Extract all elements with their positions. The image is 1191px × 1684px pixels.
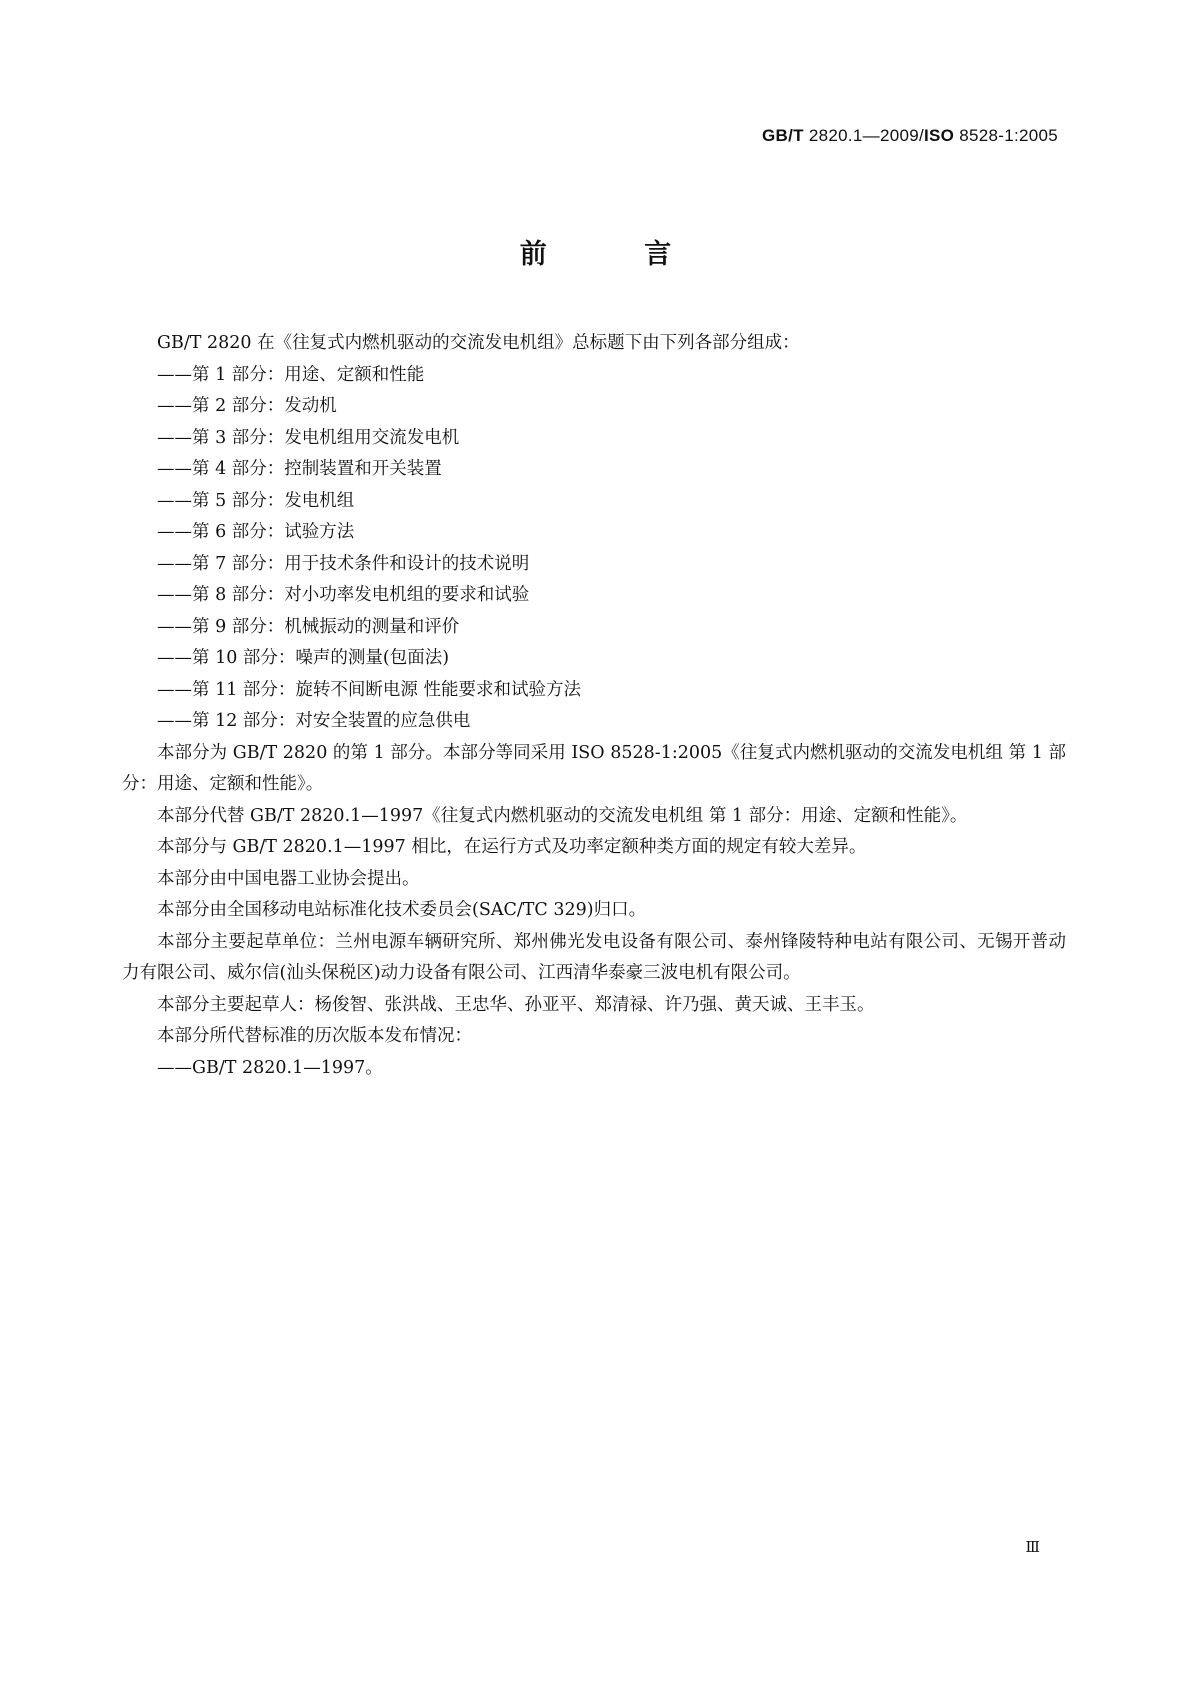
list-item: ——第 5 部分：发电机组 [157,490,355,511]
list-item: ——第 12 部分：对安全装置的应急供电 [157,711,471,731]
gbt-label: GB/T [762,126,804,145]
list-item: ——第 1 部分：用途、定额和性能 [157,364,425,385]
list-item: ——第 2 部分：发动机 [157,396,337,416]
paragraph-centralized: 本部分由全国移动电站标准化技术委员会(SAC/TC 329)归口。 [157,900,647,920]
gbt-number: 2820.1—2009/ [808,126,924,145]
intro-paragraph: GB/T 2820 在《往复式内燃机驱动的交流发电机组》总标题下由下列各部分组成： [157,333,800,353]
foreword-body [122,328,1066,1084]
list-item: ——第 3 部分：发电机组用交流发电机 [157,427,460,448]
paragraph-drafting-units: 本部分主要起草单位：兰州电源车辆研究所、郑州佛光发电设备有限公司、泰州锋陵特种电站有限公司、无锡开普动力有限公司、威尔信(汕头保税区)动力设备有限公司、江西清华泰豪三波电机有限公司。 [122,931,1066,983]
page-title: 前 言 [519,239,716,270]
list-item: ——第 4 部分：控制装置和开关装置 [157,459,442,479]
paragraph-drafters: 本部分主要起草人：杨俊智、张洪战、王忠华、孙亚平、郑清禄、许乃强、黄天诚、王丰玉。 [157,994,875,1015]
history-item: ——GB/T 2820.1—1997。 [157,1057,383,1078]
paragraph-proposed-by: 本部分由中国电器工业协会提出。 [157,868,420,889]
paragraph-differences: 本部分与 GB/T 2820.1—1997 相比，在运行方式及功率定额种类方面的规定有较大差异。 [157,837,867,857]
list-item: ——第 11 部分：旋转不间断电源 性能要求和试验方法 [157,679,581,700]
standard-code-header [762,126,1058,146]
paragraph-adoption: 本部分为 GB/T 2820 的第 1 部分。本部分等同采用 ISO 8528-1:2005《往复式内燃机驱动的交流发电机组 第 1 部分：用途、定额和性能》。 [122,742,1066,794]
iso-label: ISO [924,126,955,145]
list-item: ——第 9 部分：机械振动的测量和评价 [157,616,460,637]
paragraph-replaces: 本部分代替 GB/T 2820.1—1997《往复式内燃机驱动的交流发电机组 第 1 部分：用途、定额和性能》。 [157,805,968,826]
list-item: ——第 6 部分：试验方法 [157,522,355,542]
list-item: ——第 10 部分：噪声的测量(包面法) [157,648,450,668]
iso-number: 8528-1:2005 [959,126,1058,145]
paragraph-history-heading: 本部分所代替标准的历次版本发布情况： [157,1026,472,1046]
list-item: ——第 7 部分：用于技术条件和设计的技术说明 [157,553,530,574]
page-number: Ⅲ [1025,1538,1039,1556]
list-item: ——第 8 部分：对小功率发电机组的要求和试验 [157,585,530,605]
